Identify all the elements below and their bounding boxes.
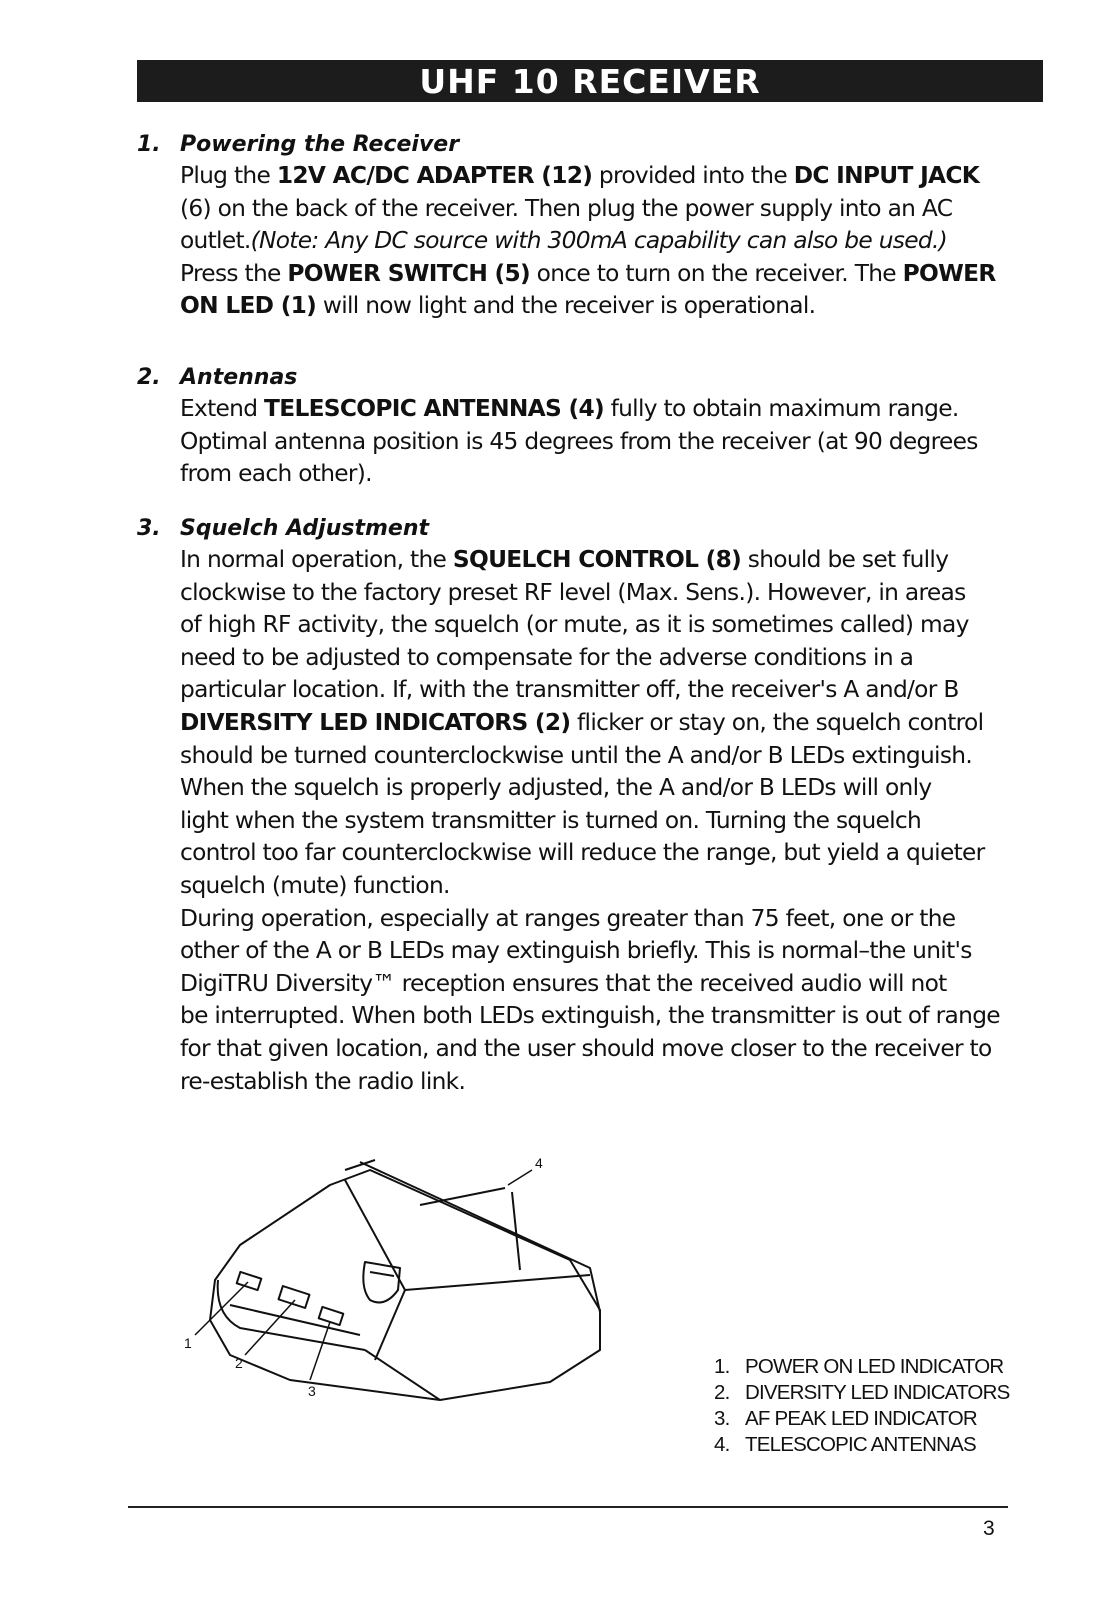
legend-label: POWER ON LED INDICATOR [745,1355,1004,1378]
legend-label: AF PEAK LED INDICATOR [745,1407,977,1430]
footer-divider [128,1506,1008,1508]
led-window-power [237,1272,262,1290]
text-run: outlet. [180,227,251,255]
figure-legend [714,1354,1054,1458]
text-run: Extend [180,395,265,422]
text-line [180,1000,1043,1033]
section-heading [137,130,1043,160]
bold-term: 12V AC/DC ADAPTER (12) [276,162,593,189]
text-line [180,225,1043,258]
text-line [180,870,1043,903]
section-number: 2. [137,365,161,390]
text-line [180,577,1043,610]
legend-label: DIVERSITY LED INDICATORS [745,1381,1010,1404]
text-run: (Note: Any DC source with 300mA capability can also be used.) [250,227,948,255]
legend-item [714,1354,1054,1380]
text-run: particular location. If, with the transmitter off, the receiver's A and/or B [180,676,959,704]
text-run: for that given location, and the user should move closer to the receiver to [180,1034,992,1062]
text-run: light when the system transmitter is turned on. Turning the squelch [180,806,922,834]
text-run: fully to obtain maximum range. [603,395,959,422]
text-line [180,903,1043,936]
text-run: should be set fully [741,546,949,573]
legend-item [714,1380,1054,1406]
legend-number: 2. [714,1381,730,1404]
callout-label-1: 1 [184,1335,192,1351]
text-run: be interrupted. When both LEDs extinguish, the transmitter is out of range [180,1002,1000,1030]
text-line [180,642,1043,675]
text-line [180,458,1043,491]
receiver-illustration [170,1150,680,1410]
logo-mark [370,1272,394,1276]
text-line [180,837,1043,870]
logo-shield [363,1262,400,1302]
legend-number: 4. [714,1433,730,1456]
text-line [180,544,1043,577]
text-run: re-establish the radio link. [180,1067,466,1095]
legend-item [714,1432,1054,1458]
section-body [180,393,1043,491]
section-heading [137,514,1043,544]
section-number: 3. [137,516,161,541]
text-run: Plug the [180,162,277,189]
text-run: DigiTRU Diversity™ reception ensures that the received audio will not [180,969,947,997]
bold-term: POWER [902,259,996,287]
text-line [180,772,1043,805]
rear-ridge [360,1162,600,1312]
legend-item [714,1406,1054,1432]
text-line [180,805,1043,838]
section-title: Squelch Adjustment [180,516,430,541]
text-line [180,935,1043,968]
text-run: Optimal antenna position is 45 degrees from the receiver (at 90 degrees [180,427,978,455]
text-run: (6) on the back of the receiver. Then plug the power supply into an AC [180,194,953,222]
top-plate-fold [375,1290,405,1360]
text-line [180,290,1043,323]
section-title: Antennas [180,365,298,390]
text-line [180,160,1043,193]
text-run: squelch (mute) function. [180,871,450,899]
text-line [180,1066,1043,1099]
callout-label-4: 4 [535,1155,543,1171]
text-line [180,707,1043,740]
text-run: other of the A or B LEDs may extinguish briefly. This is normal–the unit's [180,937,972,965]
text-line [180,258,1043,291]
text-run: need to be adjusted to compensate for the adverse conditions in a [180,643,914,671]
callout-label-2: 2 [235,1355,243,1371]
section-squelch [137,514,1043,1098]
text-run: In normal operation, the [180,546,453,573]
text-run: from each other). [180,460,372,488]
bold-term: SQUELCH CONTROL (8) [452,546,742,573]
text-line [180,393,1043,426]
section-body [180,160,1043,323]
text-run: During operation, especially at ranges greater than 75 feet, one or the [180,904,956,932]
led-window-diversity [279,1286,310,1308]
text-run: flicker or stay on, the squelch control [570,708,984,736]
text-line [180,426,1043,459]
title-banner [137,60,1043,102]
text-line [180,740,1043,773]
section-body [180,544,1043,1098]
text-run: of high RF activity, the squelch (or mute, as it is sometimes called) may [180,611,969,639]
text-line [180,609,1043,642]
legend-label: TELESCOPIC ANTENNAS [745,1433,976,1456]
rear-corner [345,1160,375,1170]
text-run: clockwise to the factory preset RF level (Max. Sens.). However, in areas [180,578,966,606]
bold-term: ON LED (1) [180,292,317,320]
legend-number: 1. [714,1355,730,1378]
text-line [180,193,1043,226]
bold-term: DC INPUT JACK [793,162,980,189]
section-heading [137,363,1043,393]
text-run: once to turn on the receiver. The [529,259,903,287]
callout-line-3 [310,1322,330,1380]
receiver-drawing [170,1150,680,1410]
text-run: should be turned counterclockwise until the A and/or B LEDs extinguish. [180,741,973,769]
text-run: control too far counterclockwise will reduce the range, but yield a quieter [180,839,985,867]
legend-number: 3. [714,1407,730,1430]
text-run: Press the [180,259,288,287]
bold-term: DIVERSITY LED INDICATORS (2) [180,708,571,736]
bold-term: TELESCOPIC ANTENNAS (4) [264,395,604,422]
receiver-body-outline [210,1170,600,1400]
antenna-right [512,1192,520,1270]
callout-label-3: 3 [308,1383,316,1399]
bold-term: POWER SWITCH (5) [287,259,530,287]
section-number: 1. [137,132,161,157]
text-line [180,968,1043,1001]
section-title: Powering the Receiver [180,132,460,157]
page-number: 3 [983,1517,995,1540]
text-run: will now light and the receiver is operational. [316,292,816,320]
section-antennas [137,363,1043,491]
text-run: provided into the [592,162,794,189]
text-line [180,674,1043,707]
led-window-af [319,1307,344,1325]
section-powering [137,130,1043,323]
callout-line-2 [245,1300,295,1355]
text-line [180,1033,1043,1066]
text-run: When the squelch is properly adjusted, the A and/or B LEDs will only [180,774,932,802]
callout-line-4 [508,1170,532,1185]
page-title: UHF 10 RECEIVER [419,61,761,101]
